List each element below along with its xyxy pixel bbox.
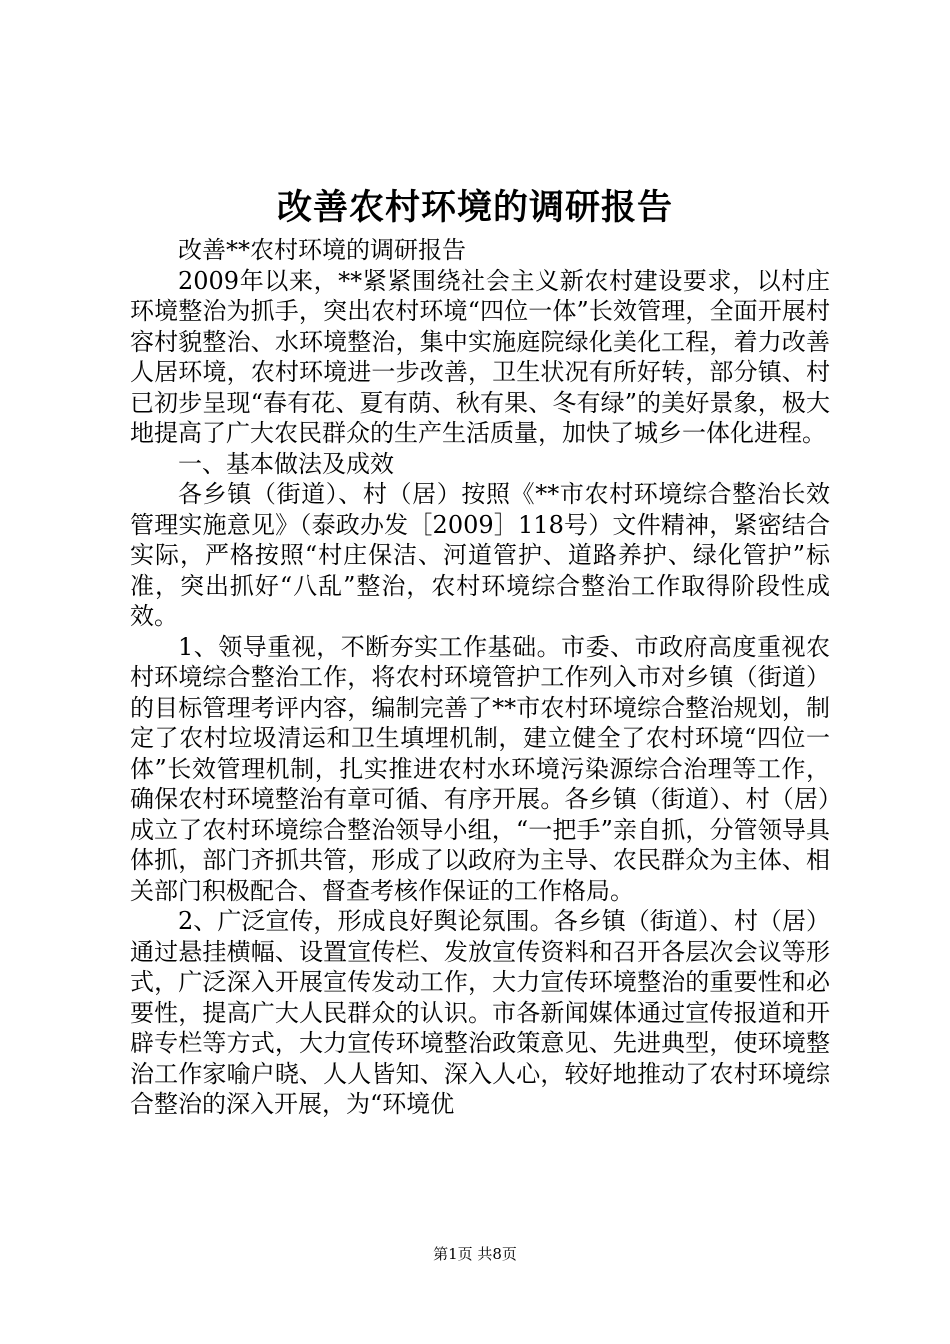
- point-2-paragraph: 2、广泛宣传，形成良好舆论氛围。各乡镇（街道）、村（居）通过悬挂横幅、设置宣传栏、发放宣传资料和召开各层次会议等形式，广泛深入开展宣传发动工作，大力宣传环境整治的重要性和必要性，提高广大人民群众的认识。市各新闻媒体通过宣传报道和开辟专栏等方式，大力宣传环境整治政策意见、先进典型，使环境整治工作家喻户晓、人人皆知、深入人心，较好地推动了农村环境综合整治的深入开展，为“环境优: [130, 907, 830, 1118]
- subtitle-paragraph: 改善**农村环境的调研报告: [178, 236, 466, 264]
- document-body: [130, 235, 830, 1120]
- document-title: 改善农村环境的调研报告: [276, 187, 673, 228]
- intro-paragraph: 2009年以来，**紧紧围绕社会主义新农村建设要求，以村庄环境整治为抓手，突出农村环境“四位一体”长效管理，全面开展村容村貌整治、水环境整治，集中实施庭院绿化美化工程，着力改善人居环境，农村环境进一步改善，卫生状况有所好转，部分镇、村已初步呈现“春有花、夏有荫、秋有果、冬有绿”的美好景象，极大地提高了广大农民群众的生产生活质量，加快了城乡一体化进程。: [130, 266, 830, 447]
- section-heading: 一、基本做法及成效: [178, 449, 394, 478]
- point-1-paragraph: 1、领导重视，不断夯实工作基础。市委、市政府高度重视农村环境综合整治工作，将农村环境管护工作列入市对乡镇（街道）的目标管理考评内容，编制完善了**市农村环境综合整治规划，制定了农村垃圾清运和卫生填埋机制，建立健全了农村环境“四位一体”长效管理机制，扎实推进农村水环境污染源综合治理等工作，确保农村环境整治有章可循、有序开展。各乡镇（街道）、村（居）成立了农村环境综合整治领导小组，“一把手”亲自抓，分管领导具体抓，部门齐抓共管，形成了以政府为主导、农民群众为主体、相关部门积极配合、督查考核作保证的工作格局。: [130, 632, 830, 905]
- section-intro-paragraph: 各乡镇（街道）、村（居）按照《**市农村环境综合整治长效管理实施意见》（泰政办发［2009］118号）文件精神，紧密结合实际，严格按照“村庄保洁、河道管护、道路养护、绿化管护”标准，突出抓好“八乱”整治，农村环境综合整治工作取得阶段性成效。: [130, 480, 830, 630]
- page-footer: 第1页 共8页: [433, 1245, 517, 1263]
